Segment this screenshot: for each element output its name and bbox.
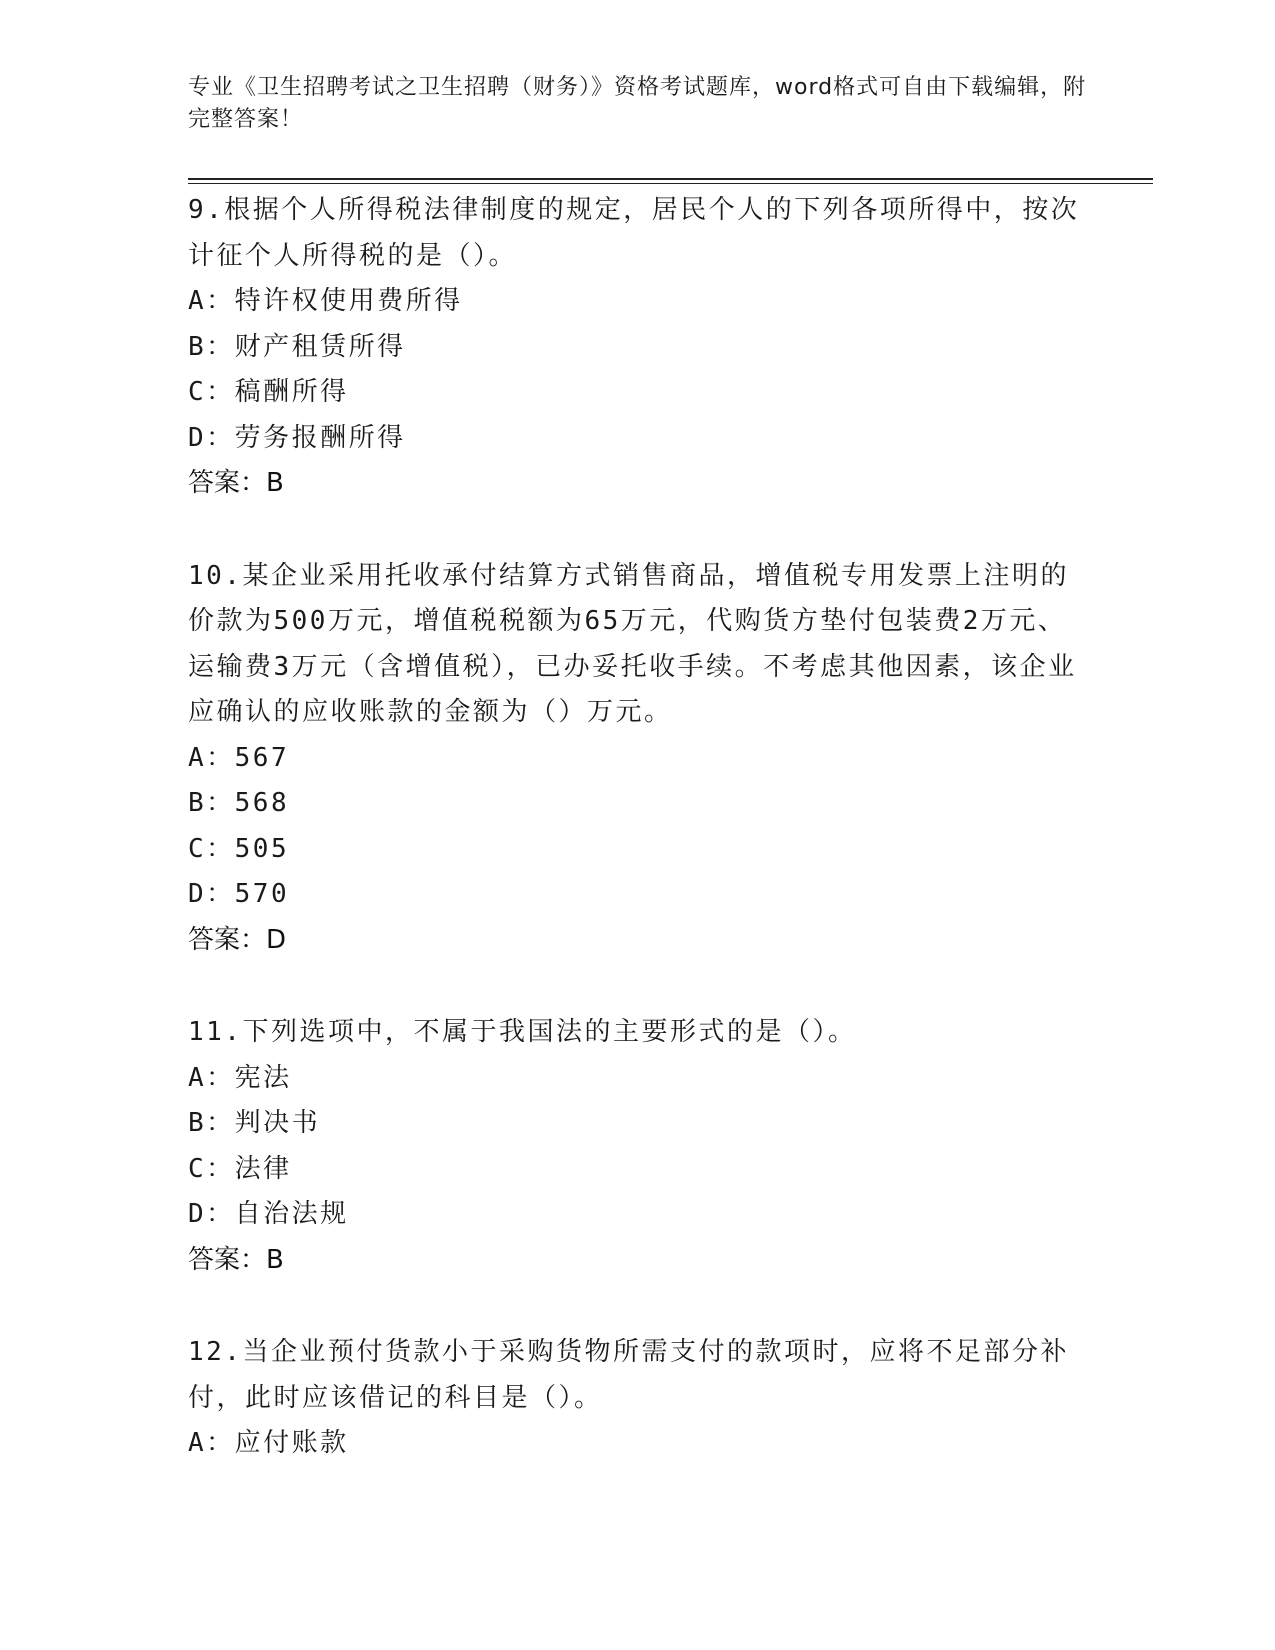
option-c: C：稿酬所得 xyxy=(188,377,349,407)
option-b: B：财产租赁所得 xyxy=(188,331,406,362)
question-stem: 11.下列选项中，不属于我国法的主要形式的是（）。 xyxy=(188,1017,857,1047)
question-11 xyxy=(188,1010,1088,1283)
option-c: C：505 xyxy=(188,833,290,864)
option-b: B：判决书 xyxy=(188,1108,321,1138)
option-c: C：法律 xyxy=(188,1153,292,1184)
option-d: D：劳务报酬所得 xyxy=(188,422,406,453)
question-stem: 10.某企业采用托收承付结算方式销售商品，增值税专用发票上注明的价款为500万元，增值税税额为65万元，代购货方垫付包装费2万元、运输费3万元（含增值税），已办妥托收手续。不考虑其他因素，该企业应确认的应收账款的金额为（）万元。 xyxy=(188,560,1077,727)
document-page xyxy=(188,0,1153,1650)
option-a: A：宪法 xyxy=(188,1062,292,1093)
document-header: 专业《卫生招聘考试之卫生招聘（财务）》资格考试题库，word格式可自由下载编辑，附完整答案！ xyxy=(188,75,1087,132)
question-9 xyxy=(188,188,1088,507)
question-stem: 12.当企业预付货款小于采购货物所需支付的款项时，应将不足部分补付，此时应该借记的科目是（）。 xyxy=(188,1337,1069,1413)
question-10 xyxy=(188,554,1088,964)
question-stem: 9.根据个人所得税法律制度的规定，居民个人的下列各项所得中，按次计征个人所得税的是（）。 xyxy=(188,195,1080,271)
answer: 答案：B xyxy=(188,1244,284,1275)
header-divider xyxy=(188,178,1153,184)
question-12 xyxy=(188,1330,1088,1467)
option-b: B：568 xyxy=(188,788,290,818)
answer: 答案：B xyxy=(188,468,284,498)
option-d: D：570 xyxy=(188,879,290,909)
option-a: A：应付账款 xyxy=(188,1428,349,1458)
answer: 答案：D xyxy=(188,924,287,955)
question-list xyxy=(188,188,1088,1514)
option-d: D：自治法规 xyxy=(188,1199,349,1229)
option-a: A：特许权使用费所得 xyxy=(188,286,463,316)
option-a: A：567 xyxy=(188,742,290,773)
